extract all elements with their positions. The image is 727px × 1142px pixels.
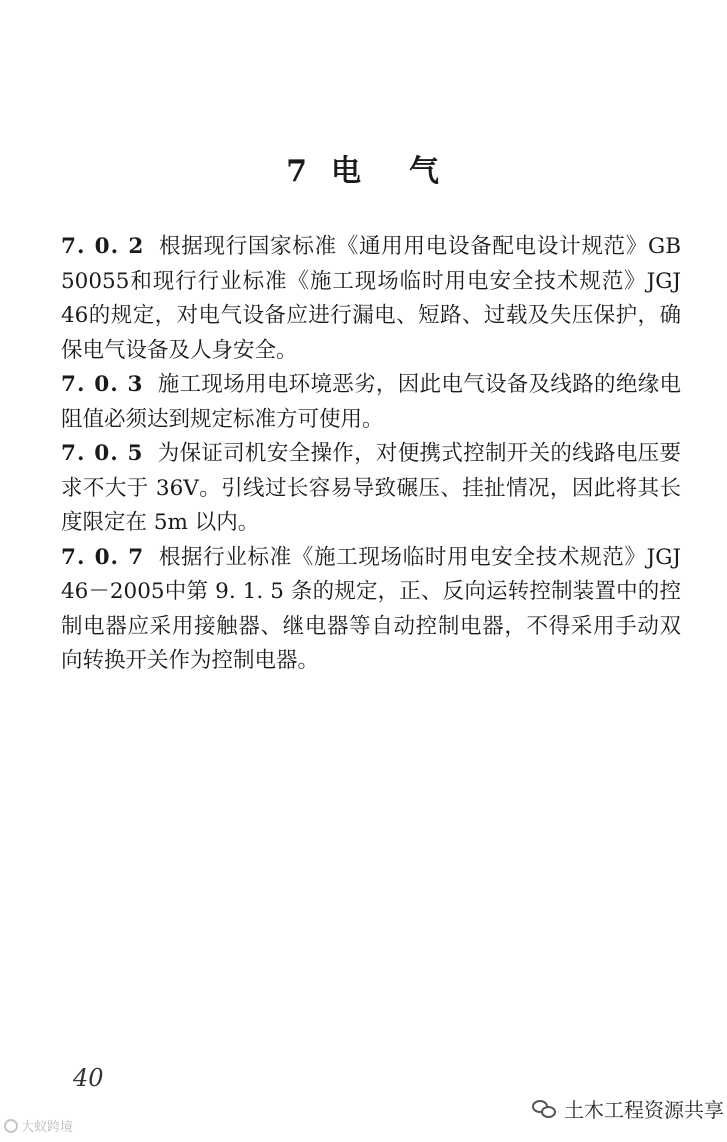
clause-7-0-3 [61, 368, 681, 437]
watermark-right [532, 1094, 724, 1123]
clause-text: 为保证司机安全操作，对便携式控制开关的线路电压要求不大于 36V。引线过长容易导致碾压、挂扯情况，因此将其长度限定在 5m 以内。 [61, 441, 681, 535]
chapter-title [0, 146, 727, 190]
clause-7-0-7 [61, 541, 681, 679]
clause-text: 施工现场用电环境恶劣，因此电气设备及线路的绝缘电阻值必须达到规定标准方可使用。 [61, 372, 681, 432]
watermark-right-text: 土木工程资源共享 [564, 1098, 724, 1122]
page-number: 40 [73, 1064, 104, 1092]
clause-text: 根据行业标准《施工现场临时用电安全技术规范》JGJ 46－2005中第 9. 1. 5 条的规定，正、反向运转控制装置中的控制电器应采用接触器、继电器等自动控制电器，不得采用手动双向转换开关作为控制电器。 [61, 544, 681, 673]
clause-number: 7. 0. 7 [61, 544, 145, 570]
clause-text: 根据现行国家标准《通用用电设备配电设计规范》GB 50055和现行行业标准《施工现场临时用电安全技术规范》JGJ 46的规定，对电气设备应进行漏电、短路、过载及失压保护，确保电气设备及人身安全。 [61, 234, 681, 363]
chapter-title-word-1: 电 [330, 154, 363, 189]
watermark-logo-icon [4, 1119, 18, 1133]
watermark-left [4, 1116, 73, 1135]
clause-7-0-2 [61, 230, 681, 368]
watermark-left-text: 大蚁跨境 [21, 1120, 74, 1135]
clause-number: 7. 0. 5 [61, 441, 144, 466]
clause-7-0-5 [61, 437, 681, 541]
clause-list [61, 230, 681, 679]
wechat-icon [532, 1098, 558, 1120]
clause-number: 7. 0. 2 [61, 234, 145, 259]
chapter-title-word-2: 气 [408, 154, 441, 189]
chapter-number: 7 [286, 154, 309, 189]
clause-number: 7. 0. 3 [61, 372, 144, 397]
